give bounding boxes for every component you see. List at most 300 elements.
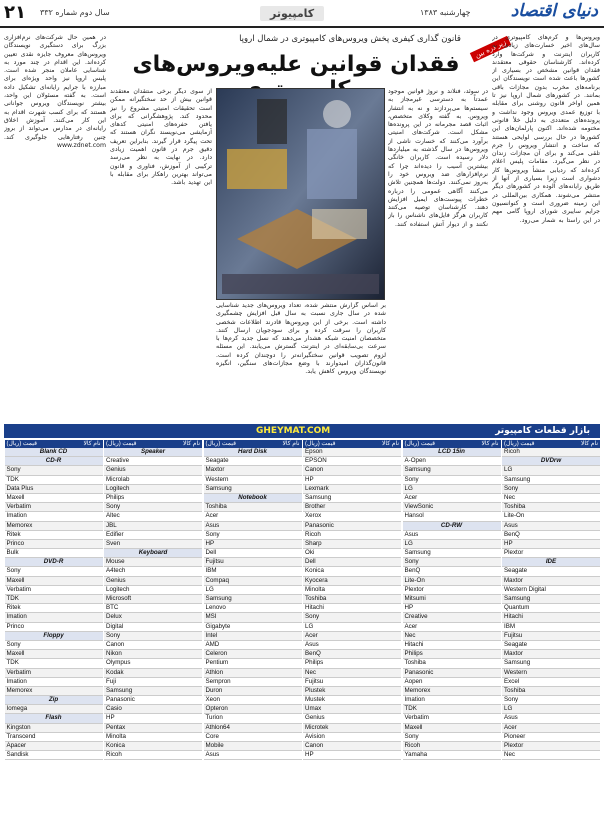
product-name: LG — [504, 466, 513, 474]
price-header-label: قیمت (ریال) — [305, 441, 336, 447]
product-name: Western — [504, 668, 527, 676]
price-table-row — [502, 714, 600, 723]
price-table-row — [204, 586, 302, 595]
product-name: Bulk — [6, 549, 19, 557]
price-table-row — [502, 586, 600, 595]
product-name: Data Plus — [6, 484, 34, 492]
price-table-row — [502, 577, 600, 586]
product-name: Acer — [504, 723, 517, 731]
product-name: Minolta — [305, 585, 325, 593]
product-name: Lite-On — [504, 512, 525, 520]
price-table-row — [104, 659, 202, 668]
product-name: Sharp — [305, 539, 322, 547]
price-table-header — [104, 440, 202, 448]
product-name: Western Digital — [504, 585, 546, 593]
product-name: Samsung — [504, 595, 531, 602]
price-table-row — [303, 751, 401, 760]
price-table-row — [403, 696, 501, 705]
price-table-row — [303, 503, 401, 512]
product-name: Dell — [305, 558, 316, 566]
product-name: Memorex — [6, 521, 33, 529]
price-header-label: قیمت (ریال) — [6, 441, 37, 447]
price-table-row — [104, 595, 202, 604]
product-name: Panasonic — [305, 521, 334, 529]
price-table-row — [104, 724, 202, 733]
product-name: LG — [305, 622, 314, 630]
product-name: Fujitsu — [504, 631, 523, 639]
article-column-2: در سوئد، فنلاند و نروژ قوانین موجود عمدتاً به دسترسی غیرمجاز به سیستم‌ها می‌پردازند و نه به انتشار ویروس. به گفته وکلای متخصص، اثبات قصد مجرمانه در این پرونده‌ها مشکل است. شرکت‌های امنیتی برآورد می‌کنند که خسارت ناشی از ویروس‌ها در سال گذشته به میلیاردها دلار رسیده است. کاربران خانگی بیشترین آسیب را دیده‌اند چرا که نرم‌افزارهای ضد ویروس خود را به‌روز نمی‌کنند. دولت‌ها همچنین تلاش می‌کنند آگاهی عمومی را درباره خطرات پیوست‌های ایمیل افزایش دهند. کارشناسان توصیه می‌کنند کاربران هرگز فایل‌های ناشناس را باز نکنند و از دیوار آتش استفاده کنند. — [388, 88, 488, 228]
price-table-row — [303, 742, 401, 751]
product-name: CD-R — [45, 457, 62, 465]
name-header-label: نام کالا — [382, 441, 399, 447]
price-table-row — [303, 476, 401, 485]
product-name: Plextor — [504, 549, 524, 557]
product-name: IDE — [545, 558, 557, 566]
price-table-row — [502, 522, 600, 531]
price-table-row — [5, 669, 103, 678]
product-name: Plextor — [504, 742, 524, 749]
price-table-row — [303, 623, 401, 632]
price-table-row — [104, 577, 202, 586]
price-table-row — [204, 549, 302, 558]
price-table-row — [204, 714, 302, 723]
product-name: Konica — [106, 742, 125, 749]
price-table-row — [5, 714, 103, 723]
price-table-row — [502, 485, 600, 494]
price-table-row — [204, 558, 302, 567]
price-table-header — [303, 440, 401, 448]
price-table-row — [303, 567, 401, 576]
product-name: Samsung — [404, 549, 431, 557]
product-name: Notebook — [238, 493, 267, 501]
price-table-row — [403, 485, 501, 494]
product-name: BenQ — [404, 567, 421, 575]
product-name: Acer — [404, 493, 418, 501]
product-name: DVDrw — [540, 457, 562, 465]
product-name: Imation — [6, 677, 27, 685]
price-table-row — [5, 567, 103, 576]
product-name: Sony — [504, 484, 519, 492]
product-name: Hard Disk — [238, 448, 267, 455]
price-table-row — [502, 494, 600, 503]
price-table-row — [303, 586, 401, 595]
product-name: Toshiba — [504, 686, 526, 694]
price-table-row — [104, 687, 202, 696]
price-table-row — [104, 485, 202, 494]
price-table-row — [204, 540, 302, 549]
price-table-row — [5, 595, 103, 604]
product-name: Asus — [504, 521, 518, 529]
price-table-row — [204, 733, 302, 742]
product-name: Olympus — [106, 659, 131, 667]
price-table-row — [403, 705, 501, 714]
product-name: Turion — [205, 714, 223, 722]
product-name: Umax — [305, 705, 322, 713]
price-table-row — [403, 623, 501, 632]
price-table-row — [104, 531, 202, 540]
price-table-row — [303, 595, 401, 604]
price-table-row — [502, 558, 600, 567]
price-table-row — [403, 595, 501, 604]
price-table-row — [204, 742, 302, 751]
product-name: BTC — [106, 604, 119, 612]
price-table-row — [303, 678, 401, 687]
price-table-row — [104, 714, 202, 723]
price-table-row — [104, 540, 202, 549]
product-name: Konica — [305, 567, 324, 575]
article-kicker: قانون گذاری کیفری پخش ویروس‌های کامپیوتری در شمال اروپا — [239, 34, 461, 44]
product-name: TDK — [404, 705, 417, 713]
product-name: Pentax — [106, 723, 126, 731]
product-name: Nikon — [106, 650, 122, 658]
price-table-row — [403, 724, 501, 733]
price-table-row — [403, 659, 501, 668]
price-table-row — [502, 549, 600, 558]
product-name: Samsung — [205, 595, 232, 602]
article-column-5: در همین حال شرکت‌های نرم‌افزاری بزرگ برای دستگیری نویسندگان ویروس‌های معروف جایزه نقدی تعیین کرده‌اند. این اقدام در چند مورد به شناسایی عاملان منجر شده است. پلیس اروپا نیز واحد ویژه‌ای برای مبارزه با جرایم رایانه‌ای تشکیل داده است. به گفته مسئولان این واحد، بیشتر نویسندگان ویروس جوانانی هستند که برای کسب شهرت اقدام به این کار می‌کنند. آموزش اخلاق رایانه‌ای در مدارس می‌تواند از بروز چنین رفتارهایی جلوگیری کند. www.zdnet.com — [4, 34, 106, 149]
product-name: HP — [106, 714, 115, 722]
price-table-row — [303, 714, 401, 723]
price-table-row — [303, 613, 401, 622]
product-name: LG — [504, 705, 513, 713]
product-name: Hitachi — [305, 604, 324, 612]
product-name: Nec — [404, 631, 416, 639]
product-name: Verbatim — [404, 714, 429, 722]
name-header-label: نام کالا — [581, 441, 598, 447]
product-name: Mitsumi — [404, 595, 426, 602]
product-name: Maxell — [404, 723, 423, 731]
price-table-row — [502, 696, 600, 705]
price-table-row — [502, 678, 600, 687]
price-table-row — [104, 641, 202, 650]
price-table-row — [204, 669, 302, 678]
product-name: Seagate — [504, 640, 528, 648]
price-table-row — [104, 503, 202, 512]
price-table-row — [403, 586, 501, 595]
product-name: Toshiba — [305, 595, 327, 602]
price-table-row — [5, 503, 103, 512]
price-table-row — [5, 613, 103, 622]
product-name: Sony — [404, 732, 419, 740]
product-name: AMD — [205, 640, 220, 648]
price-table-row — [303, 466, 401, 475]
price-table-row — [502, 567, 600, 576]
price-table-row — [5, 549, 103, 558]
product-name: Genius — [106, 466, 126, 474]
product-name: Sony — [205, 530, 220, 538]
product-name: Sony — [6, 567, 21, 575]
price-table-row — [403, 650, 501, 659]
price-table-row — [204, 632, 302, 641]
product-name: Seagate — [504, 567, 528, 575]
price-table-row — [5, 632, 103, 641]
product-name: Samsung — [106, 686, 133, 694]
product-name: Sony — [404, 475, 419, 483]
price-table-row — [403, 531, 501, 540]
product-name: HP — [205, 539, 215, 547]
product-name: Sandisk — [6, 751, 29, 759]
product-name: Core — [205, 732, 219, 740]
price-table-row — [104, 522, 202, 531]
product-name: Intel — [205, 631, 218, 639]
product-name: Nec — [504, 493, 516, 501]
product-name: Samsung — [404, 466, 431, 474]
product-name: Ritek — [6, 604, 21, 612]
product-name: Hansol — [404, 512, 424, 520]
product-name: Xeon — [205, 696, 220, 704]
price-table-header — [5, 440, 103, 448]
product-name: Lite-On — [404, 576, 425, 584]
price-table-row — [204, 503, 302, 512]
price-table-row — [104, 448, 202, 457]
section-label: کامپیوتر — [260, 6, 324, 21]
product-name: Compaq — [205, 576, 229, 584]
product-name: Maxell — [6, 493, 25, 501]
product-name: Blank CD — [39, 448, 68, 455]
price-table-row — [303, 558, 401, 567]
price-table-row — [204, 512, 302, 521]
product-name: Asus — [205, 751, 220, 759]
product-name: HP — [305, 751, 314, 759]
price-table-row — [5, 705, 103, 714]
product-name: Hitachi — [404, 640, 424, 648]
name-header-label: نام کالا — [282, 441, 300, 447]
price-table-row — [204, 577, 302, 586]
price-table-row — [403, 678, 501, 687]
price-table-row — [5, 457, 103, 466]
price-table-row — [303, 549, 401, 558]
price-table-row — [303, 696, 401, 705]
price-table-row — [204, 705, 302, 714]
price-table-row — [204, 687, 302, 696]
price-table-row — [403, 558, 501, 567]
name-header-label: نام کالا — [83, 441, 101, 447]
product-name: CD-RW — [440, 521, 463, 529]
product-name: A4tech — [106, 567, 126, 575]
issue-date: چهارشنبه ۱۳۸۳ — [420, 8, 471, 17]
product-name: Sony — [6, 466, 21, 474]
price-table-row — [104, 678, 202, 687]
product-name: Panasonic — [404, 668, 434, 676]
product-name: Mouse — [106, 558, 125, 566]
product-name: Samsung — [504, 475, 531, 483]
product-name: Fujitsu — [305, 677, 324, 685]
product-name: Duron — [205, 686, 223, 694]
product-name: Samsung — [504, 659, 531, 667]
price-table-row — [204, 476, 302, 485]
price-table-row — [303, 705, 401, 714]
price-table-row — [104, 558, 202, 567]
price-table-row — [104, 751, 202, 760]
product-name: Fujitsu — [205, 558, 224, 566]
price-table-row — [303, 724, 401, 733]
product-name: Philips — [106, 493, 125, 501]
product-name: Philips — [404, 650, 423, 658]
product-name: Ricoh — [504, 448, 520, 455]
product-name: Sempron — [205, 677, 231, 685]
price-table-row — [5, 604, 103, 613]
price-table-row — [502, 751, 600, 760]
price-table-row — [104, 742, 202, 751]
price-table-row — [403, 641, 501, 650]
price-table-row — [502, 531, 600, 540]
page-number: ۲۱ — [4, 2, 26, 23]
price-table-row — [104, 476, 202, 485]
price-table-row — [104, 586, 202, 595]
product-name: Lenovo — [205, 604, 226, 612]
product-name: Xerox — [305, 512, 322, 520]
product-name: Princo — [6, 539, 25, 547]
price-table-row — [502, 705, 600, 714]
product-name: EPSON — [305, 457, 327, 465]
price-table-row — [303, 669, 401, 678]
price-table-row — [204, 696, 302, 705]
price-table-row — [104, 623, 202, 632]
price-table-row — [5, 558, 103, 567]
product-name: Genius — [106, 576, 126, 584]
product-name: Minolta — [106, 732, 126, 740]
product-name: Sony — [106, 631, 121, 639]
product-name: Digital — [106, 622, 124, 630]
product-name: Speaker — [140, 448, 166, 455]
masthead — [0, 0, 604, 28]
price-header-label: قیمت (ریال) — [504, 441, 535, 447]
product-name: Nec — [305, 668, 317, 676]
product-name: Casio — [106, 705, 122, 713]
product-name: Ricoh — [305, 530, 321, 538]
price-table-row — [502, 669, 600, 678]
product-name: Creative — [404, 613, 428, 621]
product-name: Western — [205, 475, 229, 483]
product-name: Brother — [305, 503, 326, 511]
price-table-row — [403, 577, 501, 586]
product-name: Keyboard — [138, 549, 168, 557]
product-name: HP — [404, 604, 414, 612]
price-table-row — [5, 540, 103, 549]
product-name: Canon — [305, 466, 324, 474]
price-table-row — [502, 466, 600, 475]
price-table-row — [502, 632, 600, 641]
product-name: Sven — [106, 539, 121, 547]
product-name: Imation — [6, 512, 27, 520]
price-table-row — [303, 577, 401, 586]
price-table-row — [204, 613, 302, 622]
price-table-row — [5, 733, 103, 742]
article-column-3: بر اساس گزارش منتشر شده، تعداد ویروس‌های جدید شناسایی شده در سال جاری نسبت به سال قبل افزایش چشمگیری داشته است. برخی از این ویروس‌ها قادرند اطلاعات شخصی کاربران را سرقت کرده و برای سودجویان ارسال کنند. متخصصان امنیت شبکه هشدار می‌دهند که نسل جدید کرم‌ها با سرعت بی‌سابقه‌ای در اینترنت گسترش می‌یابند. این مسئله لزوم تصویب قوانین سختگیرانه‌تر را دوچندان کرده است. قانون‌گذاران امیدوارند با وضع مجازات‌های سنگین، انگیزه نویسندگان ویروس کاهش یابد. — [216, 302, 386, 376]
name-header-label: نام کالا — [481, 441, 499, 447]
ads-banner — [4, 424, 600, 438]
price-table-row — [403, 714, 501, 723]
product-name: Floppy — [43, 631, 64, 639]
product-name: Pioneer — [504, 732, 526, 740]
product-name: IBM — [504, 622, 516, 630]
price-table-row — [104, 696, 202, 705]
price-table-row — [303, 457, 401, 466]
price-table-row — [502, 659, 600, 668]
price-table — [303, 440, 401, 760]
product-name: Maxtor — [504, 650, 523, 658]
price-table-row — [204, 650, 302, 659]
price-table-row — [303, 540, 401, 549]
price-table-row — [204, 522, 302, 531]
price-table-row — [204, 751, 302, 760]
product-name: Oki — [305, 549, 315, 557]
price-table-row — [204, 531, 302, 540]
price-table-row — [403, 457, 501, 466]
name-header-label: نام کالا — [183, 441, 200, 447]
article-column-1: ویروس‌ها و کرم‌های کامپیوتری در سال‌های اخیر خسارت‌های زیادی به کاربران اینترنت و شرکت‌ها وارد کرده‌اند. کارشناسان حقوقی معتقدند فقدان قوانین مشخص در بسیاری از کشورها باعث شده است نویسندگان این برنامه‌های مخرب بدون مجازات باقی بمانند. در کشورهای شمال اروپا نیز تا همین اواخر قانون روشنی برای مقابله با توزیع عمدی ویروس وجود نداشت و پرونده‌های متعددی به دلیل خلأ قانونی مختومه شده‌اند. اکنون پارلمان‌های این کشورها در حال بررسی لوایحی هستند که ساخت و انتشار ویروس را جرم تلقی می‌کند و برای آن مجازات زندان در نظر می‌گیرد. مقامات پلیس اعلام کرده‌اند که ردیابی منشأ ویروس‌ها کار دشواری است زیرا بسیاری از آنها از طریق رایانه‌های آلوده در کشورهای دیگر منتشر می‌شوند. همکاری بین‌المللی در این زمینه ضروری است و کنوانسیون جرایم سایبری شورای اروپا گامی مهم در این راستا به شمار می‌رود. — [492, 34, 600, 224]
product-name: Asus — [504, 714, 518, 722]
product-name: Verbatim — [6, 585, 31, 593]
price-table-row — [5, 751, 103, 760]
price-table-row — [5, 577, 103, 586]
price-table-row — [5, 476, 103, 485]
price-table — [502, 440, 600, 760]
product-name: Maxell — [6, 650, 25, 658]
article-badge: زیر ذره بین — [470, 36, 512, 62]
price-table-row — [403, 540, 501, 549]
price-table-row — [502, 457, 600, 466]
product-name: Samsung — [305, 493, 332, 501]
price-table-row — [403, 751, 501, 760]
product-name: HP — [504, 539, 513, 547]
product-name: Asus — [404, 530, 419, 538]
price-table-row — [502, 595, 600, 604]
product-name: Lexmark — [305, 484, 329, 492]
price-table-row — [104, 494, 202, 503]
article-photo — [216, 88, 385, 300]
price-table-row — [104, 466, 202, 475]
price-table-row — [403, 448, 501, 457]
business-collage-image — [217, 89, 384, 299]
product-name: Plustek — [305, 686, 326, 694]
product-name: Genius — [305, 714, 325, 722]
price-table-row — [5, 696, 103, 705]
price-table-row — [403, 466, 501, 475]
price-table-row — [403, 503, 501, 512]
product-name: LG — [205, 585, 214, 593]
product-name: Toshiba — [504, 503, 526, 511]
product-name: JBL — [106, 521, 117, 529]
price-table-row — [403, 687, 501, 696]
product-name: Verbatim — [6, 503, 31, 511]
price-table-row — [303, 632, 401, 641]
product-name: Logitech — [106, 585, 130, 593]
price-table-row — [403, 733, 501, 742]
price-table-row — [204, 678, 302, 687]
product-name: Verbatim — [6, 668, 31, 676]
price-table-row — [303, 522, 401, 531]
product-name: Toshiba — [205, 503, 227, 511]
product-name: Dell — [205, 549, 217, 557]
product-name: Sony — [404, 558, 419, 566]
product-name: TDK — [6, 659, 19, 667]
price-table-row — [502, 540, 600, 549]
product-name: Quantum — [504, 604, 530, 612]
price-table-row — [502, 733, 600, 742]
ads-url[interactable]: GHEYMAT.COM — [256, 426, 331, 436]
product-name: Kodak — [106, 668, 124, 676]
price-table-row — [303, 650, 401, 659]
price-table-header — [403, 440, 501, 448]
product-name: Yamaha — [404, 751, 428, 759]
price-table-row — [5, 724, 103, 733]
product-name: Microlab — [106, 475, 130, 483]
product-name: LCD 15in — [438, 448, 465, 455]
price-table-row — [5, 531, 103, 540]
price-table — [403, 440, 501, 760]
price-table-row — [403, 476, 501, 485]
